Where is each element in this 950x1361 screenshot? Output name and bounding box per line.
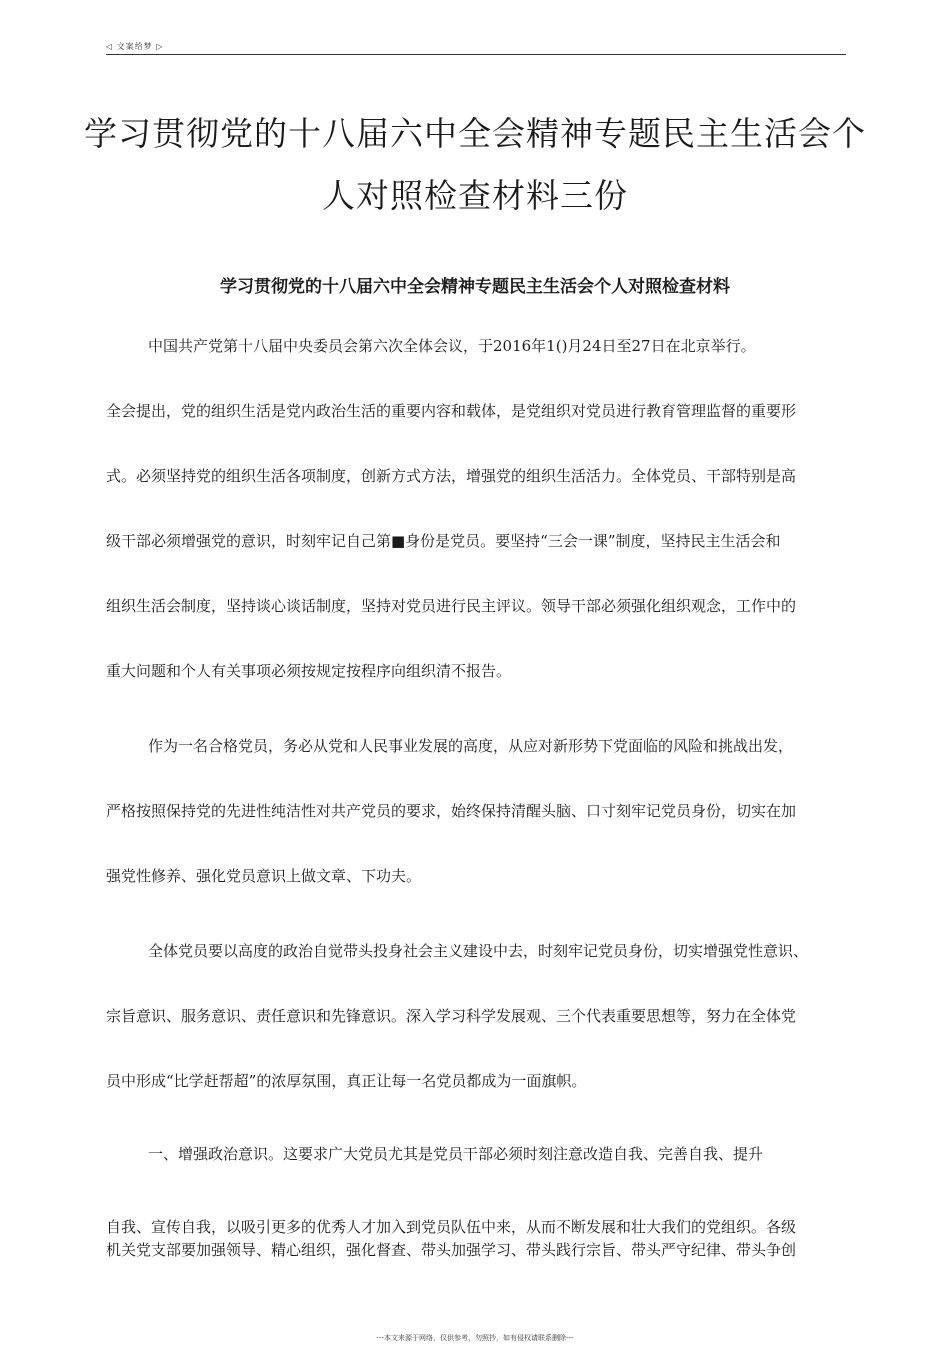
body-line: 中国共产党第十八届中央委员会第六次全体会议，于2016年1()月24日至27日在北京举行。: [148, 337, 756, 355]
document-title-line-1: 学习贯彻党的十八届六中全会精神专题民主生活会个: [84, 114, 866, 153]
body-line: 强党性修养、强化党员意识上做文章、下功夫。: [106, 867, 422, 885]
body-line: 级干部必须增强党的意识，时刻牢记自己第■身份是党员。要坚持“三会一课”制度，坚持民主生活会和: [106, 532, 781, 550]
body-line: 作为一名合格党员，务必从党和人民事业发展的高度，从应对新形势下党面临的风险和挑战出发，: [148, 737, 794, 755]
body-line: 式。必须坚持党的组织生活各项制度，创新方式方法，增强党的组织生活活力。全体党员、干部特别是高: [106, 467, 797, 485]
body-line: 一、增强政治意识。这要求广大党员尤其是党员干部必须时刻注意改造自我、完善自我、提升: [148, 1145, 764, 1163]
body-line: 组织生活会制度，坚持谈心谈话制度，坚持对党员进行民主评议。领导干部必须强化组织观念，工作中的: [106, 597, 797, 615]
body-line: 员中形成“比学赶帮超”的浓厚氛围，真正让每一名党员都成为一面旗帜。: [106, 1072, 587, 1090]
page-footer: ---本文来源于网络，仅供参考，勿照抄，如有侵权请联系删除---: [376, 1334, 574, 1342]
body-line: 严格按照保持党的先进性纯洁性对共产党员的要求，始终保持清醒头脑、口寸刻牢记党员身份，切实在加: [106, 802, 797, 820]
body-line: 宗旨意识、服务意识、责任意识和先锋意识。深入学习科学发展观、三个代表重要思想等，努力在全体党: [106, 1007, 797, 1025]
page-header: [106, 40, 846, 55]
body-line: 全会提出，党的组织生活是党内政治生活的重要内容和载体，是党组织对党员进行教育管理监督的重要形: [106, 402, 797, 420]
body-line: 机关党支部要加强领导、精心组织，强化督查、带头加强学习、带头践行宗旨、带头严守纪律、带头争创: [106, 1241, 797, 1259]
body-line: 自我、宣传自我，以吸引更多的优秀人才加入到党员队伍中来，从而不断发展和壮大我们的党组织。各级: [106, 1218, 797, 1236]
document-title-line-2: 人对照检查材料三份: [322, 176, 628, 215]
section-subtitle: 学习贯彻党的十八届六中全会精神专题民主生活会个人对照检查材料: [220, 277, 730, 297]
header-text: ◁ 文案给梦 ▷: [106, 42, 164, 51]
body-line: 全体党员要以高度的政治自觉带头投身社会主义建设中去，时刻牢记党员身份，切实增强党性意识、: [148, 942, 809, 960]
body-line: 重大问题和个人有关事项必须按规定按程序向组织清不报告。: [106, 662, 512, 680]
